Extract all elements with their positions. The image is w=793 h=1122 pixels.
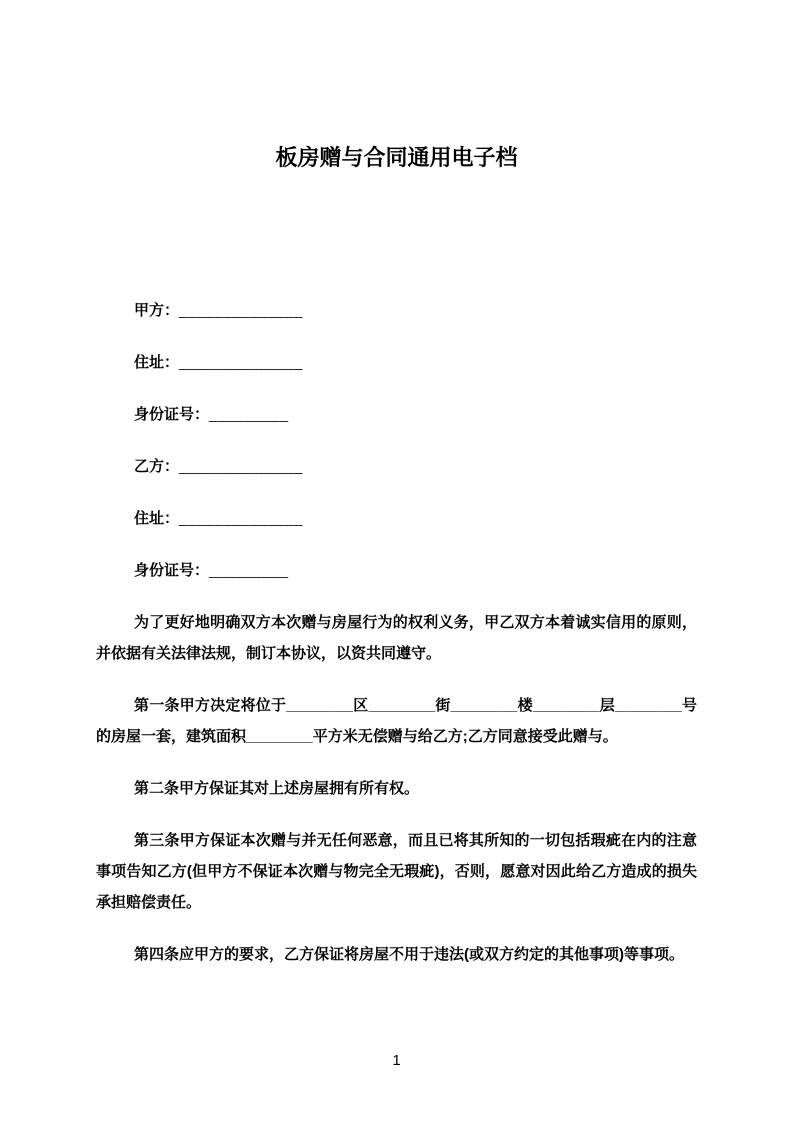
paragraph-preamble: 为了更好地明确双方本次赠与房屋行为的权利义务，甲乙双方本着诚实信用的原则，并依据有关法律法规，制订本协议，以资共同遵守。 [96, 614, 697, 662]
field-id-number-b-label: 身份证号： [134, 562, 210, 579]
field-party-b-blank: ______________ [179, 458, 303, 475]
party-fields-section [96, 295, 697, 586]
page-number: 1 [392, 1052, 401, 1069]
paragraph-clause-1: 第一条甲方决定将位于________区________街________楼________层________号的房屋一套，建筑面积________平方米无偿赠与给乙方;乙方同意接受此赠与。 [96, 697, 697, 745]
field-party-a-blank: ______________ [179, 302, 303, 319]
field-address-b [96, 503, 697, 534]
field-id-number-b-blank: _________ [209, 562, 289, 579]
field-id-number-a [96, 399, 697, 430]
field-party-a [96, 295, 697, 326]
field-address-b-label: 住址： [134, 510, 180, 527]
paragraph-clause-4: 第四条应甲方的要求，乙方保证将房屋不用于违法(或双方约定的其他事项)等事项。 [134, 946, 684, 963]
field-id-number-a-label: 身份证号： [134, 406, 210, 423]
paragraph-clause-3: 第三条甲方保证本次赠与并无任何恶意，而且已将其所知的一切包括瑕疵在内的注意事项告知乙方(但甲方不保证本次赠与物完全无瑕疵)，否则，愿意对因此给乙方造成的损失承担赔偿责任。 [96, 832, 697, 911]
field-party-b [96, 451, 697, 482]
field-address-a-blank: ______________ [179, 354, 303, 371]
paragraph-clause-2: 第二条甲方保证其对上述房屋拥有所有权。 [134, 780, 420, 797]
field-id-number-b [96, 555, 697, 586]
field-party-a-label: 甲方： [134, 302, 180, 319]
field-address-a [96, 347, 697, 378]
field-id-number-a-blank: _________ [209, 406, 289, 423]
document-title: 板房赠与合同通用电子档 [275, 145, 518, 170]
field-address-a-label: 住址： [134, 354, 180, 371]
field-party-b-label: 乙方： [134, 458, 180, 475]
field-address-b-blank: ______________ [179, 510, 303, 527]
